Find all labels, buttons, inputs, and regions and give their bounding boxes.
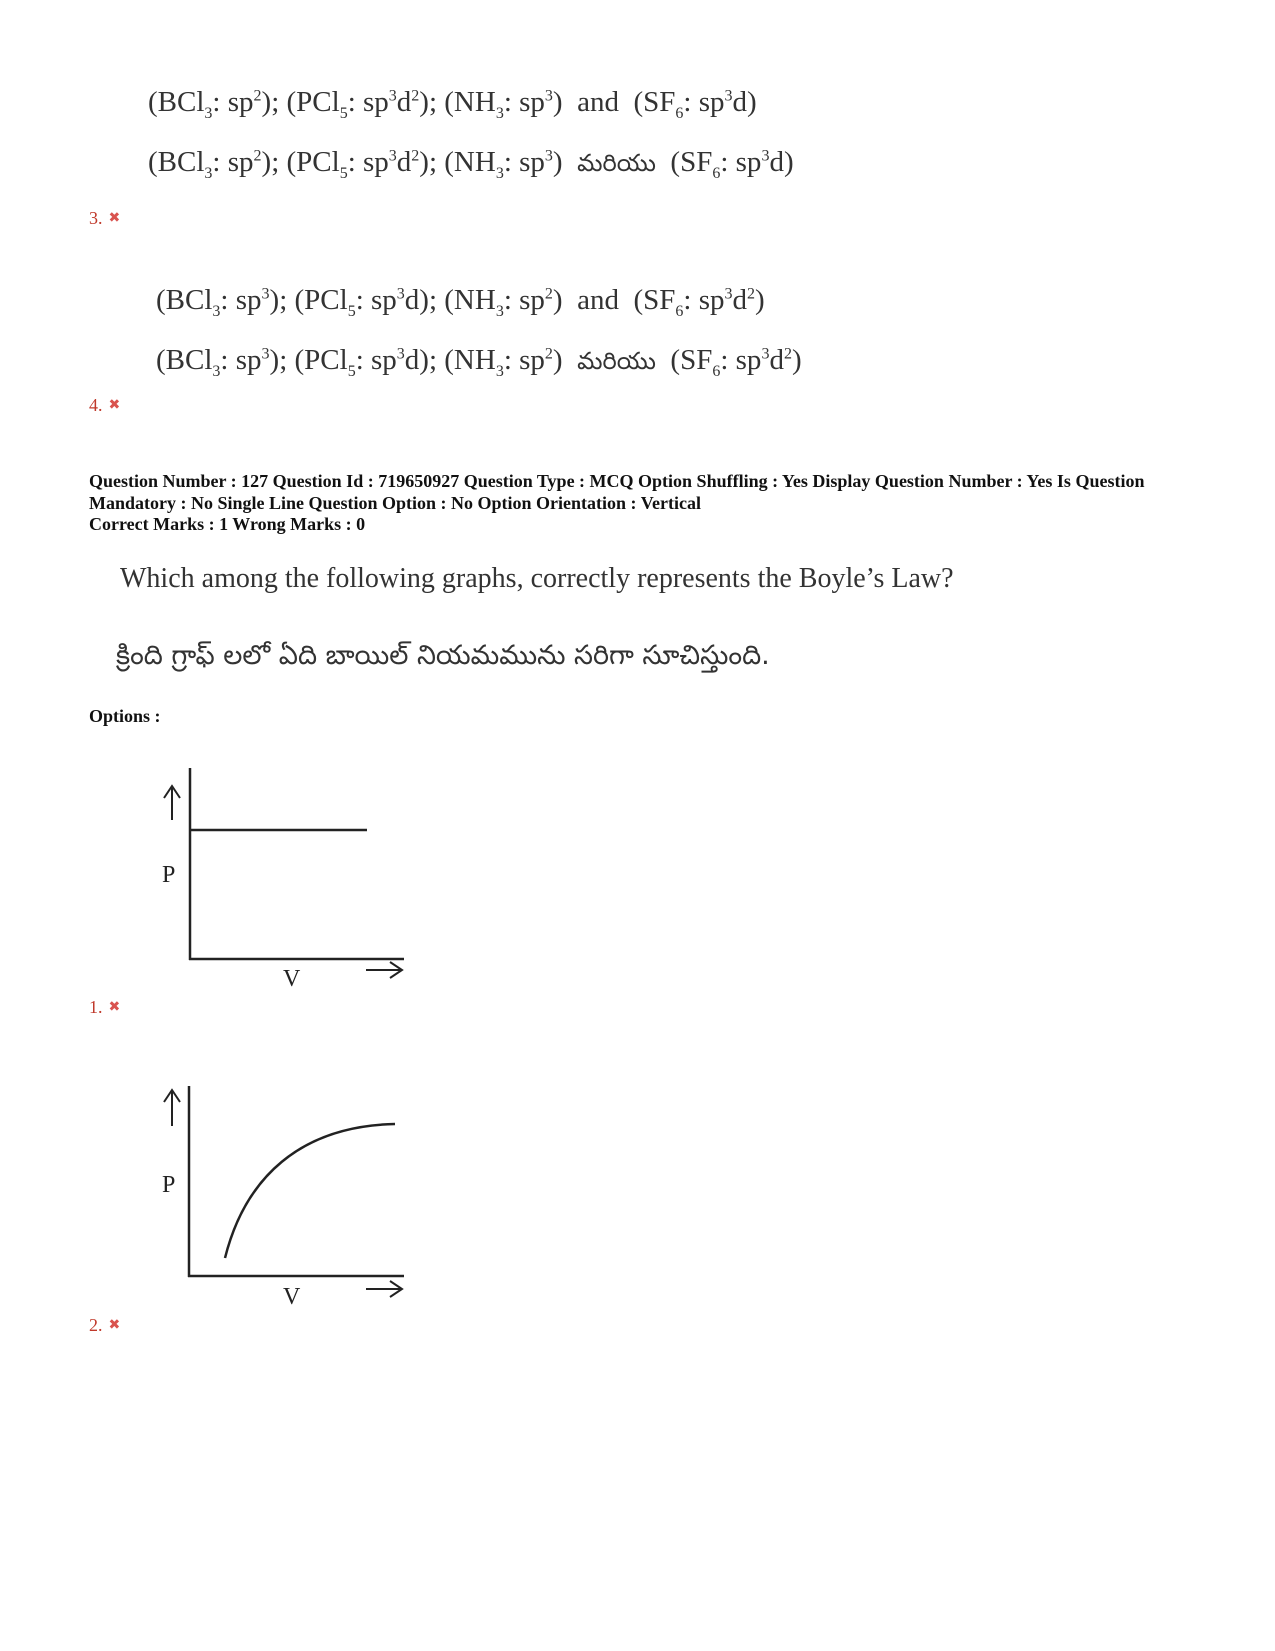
question-meta-line-2: Mandatory : No Single Line Question Option : No Option Orientation : Vertical <box>89 493 702 513</box>
option-3-formula-en: (BCl$_3$: $sp^2$); (PCl$_5$: $sp^3d^2$); ($NH_3$: $sp^3$) and ($SF_6$: $sp^3d$) <box>148 86 757 122</box>
option-4-number[interactable]: 4. ✖ <box>89 395 121 415</box>
wrong-cross-icon: ✖ <box>108 398 121 413</box>
x-axis-arrow-icon <box>366 962 402 978</box>
question-meta-line-1: Question Number : 127 Question Id : 719650927 Question Type : MCQ Option Shuffling : Yes Display Question Number : Yes Is Question <box>89 471 1145 491</box>
option-4-formula-en: (BCl$_3$: $sp^3$); (PCl$_5$: $sp^3d$); ($NH_3$: $sp^2$) and ($SF_6$: $sp^3d^2$) <box>156 284 765 320</box>
wrong-cross-icon: ✖ <box>108 1318 121 1333</box>
x-axis-label: V <box>283 966 301 990</box>
question-text-en: Which among the following graphs, correctly represents the Boyle’s Law? <box>120 563 954 594</box>
question-text-te: క్రింది గ్రాఫ్ లలో ఏది బాయిల్ నియమమును సరిగా సూచిస్తుంది. <box>116 640 770 671</box>
y-axis-label: P <box>162 862 176 888</box>
option-4-formula-te: (BCl$_3$: $sp^3$); (PCl$_5$: $sp^3d$); ($NH_3$: $sp^2$) మరియు ($SF_6$: $sp^3d^2$) <box>156 344 802 380</box>
options-label: Options : <box>89 706 161 726</box>
option-1-number[interactable]: 1. ✖ <box>89 997 121 1017</box>
option-3-formula-te: (BCl$_3$: $sp^2$); (PCl$_5$: $sp^3d^2$); ($NH_3$: $sp^3$) మరియు ($SF_6$: $sp^3d$) <box>148 146 794 182</box>
wrong-cross-icon: ✖ <box>108 211 121 226</box>
x-axis-arrow-icon <box>366 1281 402 1297</box>
wrong-cross-icon: ✖ <box>108 1000 121 1015</box>
option-3-number[interactable]: 3. ✖ <box>89 208 121 228</box>
question-meta <box>89 470 1209 514</box>
question-marks: Correct Marks : 1 Wrong Marks : 0 <box>89 514 366 534</box>
y-axis-arrow-icon <box>164 786 180 820</box>
x-axis-label: V <box>283 1284 301 1308</box>
option-1-graph <box>150 760 410 990</box>
y-axis-arrow-icon <box>164 1090 180 1126</box>
option-2-graph <box>150 1078 410 1308</box>
y-axis-label: P <box>162 1172 176 1198</box>
graph-curve <box>225 1124 395 1258</box>
option-2-number[interactable]: 2. ✖ <box>89 1315 121 1335</box>
